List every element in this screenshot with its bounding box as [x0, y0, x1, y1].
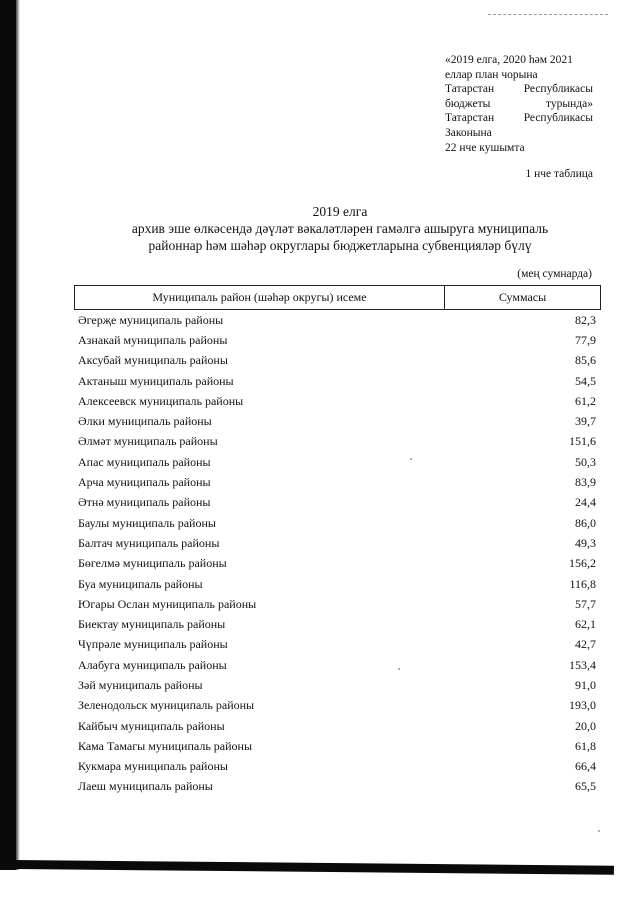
district-name: Арча муниципаль районы — [78, 475, 211, 490]
header-note-line: Татарстан Республикасы — [445, 83, 593, 96]
subsidy-amount: 57,7 — [575, 596, 596, 611]
table-row — [78, 594, 596, 614]
district-name: Бөгелмә муниципаль районы — [78, 556, 227, 571]
subsidy-amount: 20,0 — [575, 718, 596, 733]
subsidy-amount: 151,6 — [569, 434, 596, 449]
subsidy-amount: 77,9 — [575, 332, 596, 347]
district-name: Югары Ослан муниципаль районы — [78, 596, 257, 611]
table-row — [78, 655, 596, 675]
district-name: Зеленодольск муниципаль районы — [78, 698, 255, 713]
table-row — [78, 432, 596, 452]
district-name: Әгерҗе муниципаль районы — [78, 312, 224, 327]
district-name: Алексеевск муниципаль районы — [78, 393, 244, 408]
table-row — [78, 351, 596, 371]
subsidy-amount: 39,7 — [575, 414, 596, 429]
district-name: Актаныш муниципаль районы — [78, 373, 234, 388]
district-name: Кайбыч муниципаль районы — [78, 718, 225, 733]
scan-edge-left — [0, 0, 16, 870]
table-row — [78, 452, 596, 472]
subsidy-amount: 91,0 — [575, 677, 596, 692]
subsidy-amount: 193,0 — [569, 698, 596, 713]
district-name: Чүпрәле муниципаль районы — [78, 637, 228, 652]
subsidy-amount: 156,2 — [569, 556, 596, 571]
district-name: Зәй муниципаль районы — [78, 677, 203, 692]
subsidy-amount: 153,4 — [569, 657, 596, 672]
subsidy-amount: 61,2 — [575, 393, 596, 408]
table-row — [78, 391, 596, 411]
table-row — [78, 635, 596, 655]
appendix-header-note — [445, 53, 593, 155]
header-note-line: Татарстан Республикасы — [445, 112, 593, 125]
subsidy-amount: 82,3 — [575, 312, 596, 327]
document-title-line: районнар һәм шәһәр округлары бюджетларына субвенцияләр бүлү — [148, 238, 532, 253]
column-header-name: Муниципаль район (шәһәр округы) исеме — [75, 286, 445, 309]
district-name: Әлмәт муниципаль районы — [78, 434, 218, 449]
district-name: Кукмара муниципаль районы — [78, 759, 228, 774]
table-row — [78, 371, 596, 391]
district-name: Апас муниципаль районы — [78, 454, 211, 469]
district-name: Алабуга муниципаль районы — [78, 657, 227, 672]
table-row — [78, 554, 596, 574]
table-number: 1 нче таблица — [525, 168, 593, 180]
header-note-line: 22 нче кушымта — [445, 141, 525, 154]
document-title-year: 2019 елга — [312, 204, 368, 219]
scan-speck — [598, 830, 600, 832]
subsidy-amount: 42,7 — [575, 637, 596, 652]
table-row — [78, 493, 596, 513]
table-row — [78, 777, 596, 797]
scan-edge-bottom — [16, 860, 614, 875]
subsidy-amount: 49,3 — [575, 535, 596, 550]
subsidy-amount: 66,4 — [575, 759, 596, 774]
table-row — [78, 330, 596, 350]
table-row — [78, 533, 596, 553]
column-header-amount: Суммасы — [498, 290, 547, 304]
table-row — [78, 736, 596, 756]
district-name: Лаеш муниципаль районы — [78, 779, 213, 794]
table-header — [74, 285, 601, 310]
table-row — [78, 696, 596, 716]
table-row — [78, 310, 596, 330]
table-row — [78, 675, 596, 695]
scan-speck — [398, 668, 400, 670]
subsidy-table-body — [78, 310, 596, 797]
district-name: Балтач муниципаль районы — [78, 535, 220, 550]
document-title-line: архив эше өлкәсендә дәүләт вәкаләтләрен гамәлгә ашыруга муниципаль — [131, 221, 549, 236]
table-row — [78, 411, 596, 431]
table-row — [78, 513, 596, 533]
table-row — [78, 757, 596, 777]
subsidy-amount: 62,1 — [575, 617, 596, 632]
district-name: Буа муниципаль районы — [78, 576, 203, 591]
header-note-line: «2019 елга, 2020 һәм 2021 — [445, 54, 573, 66]
district-name: Аксубай муниципаль районы — [78, 353, 228, 368]
district-name: Кама Тамагы муниципаль районы — [78, 738, 253, 753]
subsidy-amount: 116,8 — [569, 576, 596, 591]
units-note: (мең сумнарда) — [517, 268, 592, 280]
district-name: Әтнә муниципаль районы — [78, 495, 211, 510]
subsidy-amount: 24,4 — [575, 495, 596, 510]
subsidy-amount: 54,5 — [575, 373, 596, 388]
subsidy-amount: 50,3 — [575, 454, 596, 469]
table-row — [78, 716, 596, 736]
table-row — [78, 472, 596, 492]
subsidy-amount: 61,8 — [575, 738, 596, 753]
district-name: Азнакай муниципаль районы — [78, 332, 228, 347]
subsidy-amount: 83,9 — [575, 475, 596, 490]
subsidy-amount: 65,5 — [575, 779, 596, 794]
subsidy-amount: 86,0 — [575, 515, 596, 530]
district-name: Биектау муниципаль районы — [78, 617, 226, 632]
top-dashed-line — [488, 14, 608, 15]
header-note-line: еллар план чорына — [445, 68, 538, 81]
table-row — [78, 574, 596, 594]
district-name: Әлки муниципаль районы — [78, 414, 212, 429]
header-note-line: Законына — [445, 126, 492, 139]
district-name: Баулы муниципаль районы — [78, 515, 216, 530]
table-row — [78, 614, 596, 634]
subsidy-amount: 85,6 — [575, 353, 596, 368]
header-note-line: бюджеты турында» — [445, 97, 593, 110]
scan-speck — [410, 458, 412, 460]
